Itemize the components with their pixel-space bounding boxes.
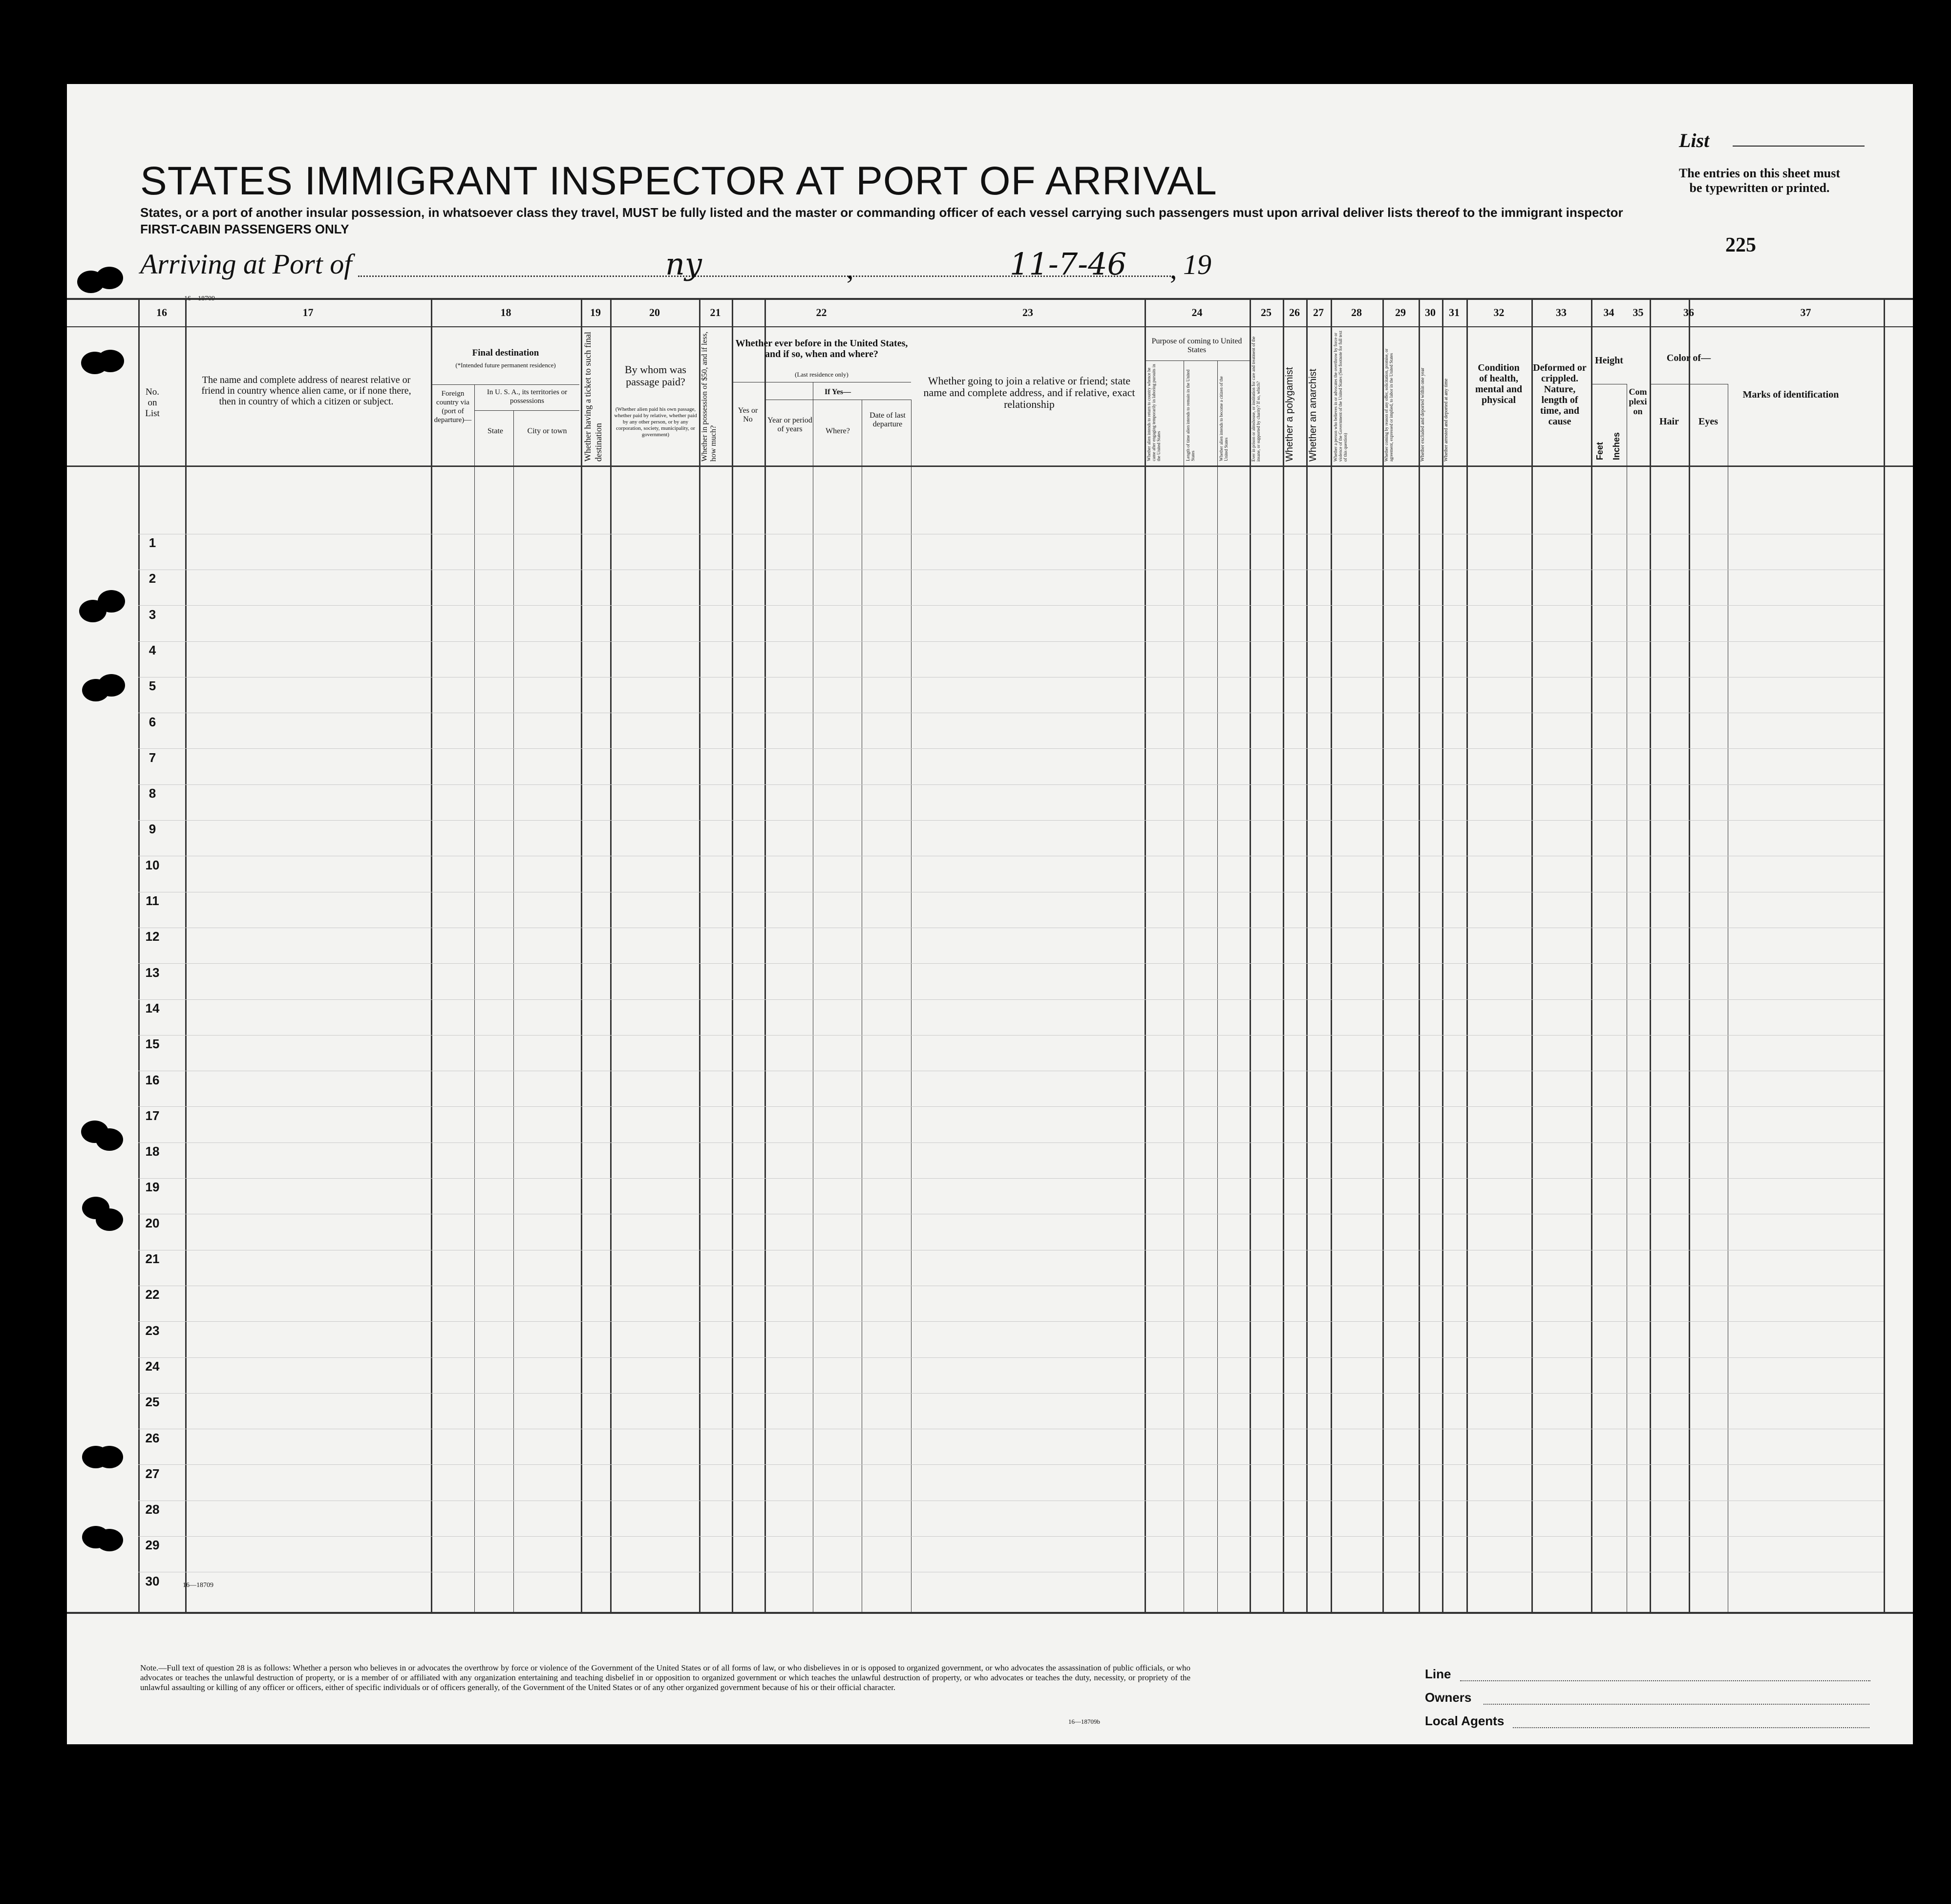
- header-anarchist: Whether an anarchist: [1308, 368, 1318, 462]
- subtitle-line-1: States, or a port of another insular possession, in whatsoever class they travel, MUST be fully listed and the master or commanding officer of each vessel carrying such passengers must upon arrival deliver lists thereof to the immigrant inspector: [140, 205, 1623, 220]
- column-rule: [1419, 298, 1420, 1613]
- row-number: 20: [145, 1216, 160, 1230]
- header-inches: Inches: [1612, 432, 1621, 460]
- column-number: 31: [1449, 306, 1460, 318]
- header-purpose-length: Length of time alien intends to remain in the United States: [1186, 369, 1195, 461]
- row-number: 11: [146, 893, 159, 908]
- punch-hole: [96, 1128, 123, 1151]
- row-number: 29: [145, 1538, 160, 1552]
- row-rule: [138, 1536, 1884, 1537]
- column-number: 28: [1351, 306, 1362, 318]
- header-marks: Marks of identification: [1742, 389, 1839, 400]
- header-yes-or-no: Yes or No: [738, 406, 758, 423]
- column-rule: [699, 298, 700, 1613]
- row-number: 16: [145, 1073, 160, 1087]
- column-rule: [138, 298, 140, 1613]
- row-rule: [138, 963, 1884, 964]
- header-health: Condition of health, mental and physical: [1475, 362, 1523, 405]
- column-rule: [1331, 298, 1332, 1613]
- column-rule: [1145, 298, 1146, 1613]
- header-eyes: Eyes: [1698, 416, 1718, 427]
- table-top-rule: [67, 298, 1913, 300]
- column-rule: [1531, 298, 1533, 1613]
- row-number: 30: [145, 1574, 160, 1588]
- column-number: 34: [1603, 306, 1614, 318]
- row-number: 21: [145, 1251, 160, 1266]
- header-year-or-period: Year or period of years: [767, 416, 812, 433]
- header-color-of: Color of—: [1666, 353, 1711, 363]
- punch-hole: [96, 267, 123, 289]
- header-complexion: Complexion: [1629, 387, 1647, 416]
- comma-separator: ,: [1170, 253, 1177, 285]
- punch-hole: [97, 350, 124, 372]
- header-passage-paid: By whom was passage paid?: [625, 363, 686, 388]
- header-overthrow: Whether a person who believes in or advocates the overthrow by force or violence of the Government of the United States (See footnote for full text of this question): [1333, 331, 1348, 462]
- list-number-line: [1733, 146, 1865, 147]
- header-ticket: Whether having a ticket to such final destination: [583, 332, 603, 462]
- column-number: 25: [1261, 306, 1272, 318]
- punch-hole: [96, 1529, 123, 1551]
- column-number: 32: [1493, 306, 1505, 318]
- arriving-label: Arriving at Port of: [140, 248, 352, 280]
- header-prison: Ever in prison or almshouse, or institution for care and treatment of the insane, or supported by charity? If so, which?: [1251, 336, 1261, 462]
- local-agents-label: Local Agents: [1425, 1714, 1505, 1728]
- column-rule: [1306, 298, 1308, 1613]
- instruction-line-1: The entries on this sheet must: [1678, 166, 1841, 180]
- row-rule: [138, 1035, 1884, 1036]
- column-rule: [732, 298, 733, 1613]
- row-rule: [138, 1142, 1884, 1143]
- header-purpose-citizen: Whether alien intends to become a citizen of the United States: [1219, 376, 1229, 461]
- column-rule: [1442, 298, 1443, 1613]
- column-number: 35: [1633, 306, 1644, 318]
- date-handwritten: 11-7-46: [1010, 246, 1127, 282]
- local-agents-field: [1513, 1727, 1869, 1728]
- c18-sub-rule: [431, 384, 579, 385]
- footnote-q28: Note.—Full text of question 28 is as follows: Whether a person who believes in or advocates the overthrow by force or violence of the Government of the United States or of all forms of law, or who disbelieves in or is opposed to organized government, or who advocates the assassination of public officials, or who advocates or teaches the unlawful destruction of property, or is a member of or affiliated with any organization entertaining and teaching disbelief in or opposition to organized government or which teaches the unlawful destruction of property, or who advocates or teaches the duty, necessity, or propriety of the unlawful assaulting or killing of any officer or officers, either of specific individuals or of officers generally, of the Government of the United States or of any other organized government because of his or their official character.: [140, 1663, 1190, 1692]
- line-label: Line: [1425, 1667, 1451, 1681]
- header-if-yes: If Yes—: [824, 388, 851, 396]
- column-rule: [1382, 298, 1384, 1613]
- column-number: 36: [1683, 306, 1694, 318]
- header-final-destination: Final destination: [472, 348, 539, 358]
- header-passage-paid-note: (Whether alien paid his own passage, whether paid by relative, whether paid by any other person, or by any corporation, society, municipality, or government): [614, 406, 697, 438]
- column-number: 22: [816, 306, 827, 318]
- row-number: 7: [148, 750, 156, 765]
- row-number: 4: [148, 643, 156, 657]
- header-ever-before: Whether ever before in the United States, and if so, when and where?: [735, 338, 908, 360]
- header-ever-before-note: (Last residence only): [795, 371, 848, 378]
- header-polygamist: Whether a polygamist: [1284, 367, 1295, 462]
- header-excluded: Whether excluded and deported within one year: [1420, 367, 1425, 462]
- column-rule: [1283, 298, 1284, 1613]
- c24-sub-rule: [1145, 360, 1250, 361]
- column-rule: [1591, 298, 1592, 1613]
- header-no-on-list: No. on List: [145, 387, 160, 419]
- row-rule: [138, 1321, 1884, 1322]
- row-number: 24: [145, 1359, 160, 1374]
- row-number: 8: [148, 786, 156, 801]
- column-number: 24: [1191, 306, 1203, 318]
- column-rule: [431, 298, 432, 1613]
- header-date-last-departure: Date of last departure: [869, 411, 906, 428]
- row-rule: [138, 1178, 1884, 1179]
- header-bottom-rule: [67, 465, 1913, 467]
- row-number: 12: [145, 929, 160, 944]
- form-number-bottom: 16—18709: [183, 1582, 213, 1589]
- column-number: 19: [590, 306, 601, 318]
- column-rule: [1884, 298, 1885, 1613]
- instruction-text: [1650, 166, 1869, 195]
- row-number: 25: [145, 1395, 160, 1409]
- sheet-number: 225: [1725, 234, 1756, 256]
- header-purpose: Purpose of coming to United States: [1151, 337, 1242, 354]
- column-rule: [581, 298, 582, 1613]
- port-handwritten: ny: [665, 246, 702, 282]
- row-number: 18: [145, 1144, 160, 1159]
- line-field: [1460, 1680, 1870, 1681]
- header-fifty-dollars: Whether in possession of $50, and if less, how much?: [700, 331, 718, 462]
- column-number: 20: [649, 306, 660, 318]
- column-number: 18: [500, 306, 511, 318]
- column-rule: [1689, 298, 1690, 1613]
- header-hair: Hair: [1659, 416, 1679, 427]
- footnote-code: 16—18709b: [1068, 1718, 1100, 1725]
- manifest-sheet: [67, 84, 1913, 1744]
- row-number: 2: [148, 571, 156, 586]
- header-height: Height: [1595, 355, 1623, 366]
- row-rule: [138, 820, 1884, 821]
- column-number: 30: [1425, 306, 1436, 318]
- instruction-line-2: be typewritten or printed.: [1689, 181, 1830, 195]
- owners-label: Owners: [1425, 1690, 1472, 1705]
- column-number: 37: [1800, 306, 1811, 318]
- column-number: 26: [1289, 306, 1300, 318]
- header-join-relative: Whether going to join a relative or friend; state name and complete address, and if relative, exact relationship: [923, 375, 1135, 410]
- column-number: 17: [302, 306, 314, 318]
- punch-hole: [98, 590, 125, 613]
- header-purpose-return: Whether alien intends to return to country whence he came after engaging temporarily in laboring pursuits in the United States: [1146, 364, 1161, 461]
- page-title: STATES IMMIGRANT INSPECTOR AT PORT OF ARRIVAL: [140, 159, 1217, 203]
- colnum-rule: [67, 326, 1913, 327]
- row-number: 17: [145, 1108, 160, 1123]
- header-deformed: Deformed or crippled. Nature, length of time, and cause: [1533, 362, 1587, 427]
- column-rule: [764, 298, 766, 1613]
- column-rule: [185, 298, 187, 1613]
- row-number: 28: [145, 1502, 160, 1517]
- column-number: 21: [710, 306, 721, 318]
- column-rule: [610, 298, 612, 1613]
- column-rule: [1250, 298, 1251, 1613]
- column-number: 16: [156, 306, 167, 318]
- punch-hole: [96, 1208, 123, 1231]
- header-offer-labor: Whether coming by reason of any offer, solicitation, promise, or agreement, expressed or implied, to labor in the United States: [1384, 348, 1394, 462]
- row-rule: [138, 1357, 1884, 1358]
- header-arrested: Whether arrested and deported at any time: [1443, 379, 1449, 462]
- subtitle-line-2: FIRST-CABIN PASSENGERS ONLY: [140, 222, 349, 236]
- c18-usa-rule: [474, 410, 579, 411]
- header-nearest-relative: The name and complete address of nearest relative or friend in country whence alien came, or if none there, then in country of which a citizen or subject.: [201, 375, 411, 407]
- row-number: 6: [148, 715, 156, 729]
- row-rule: [138, 999, 1884, 1000]
- row-rule: [138, 1393, 1884, 1394]
- column-number: 33: [1556, 306, 1567, 318]
- row-number: 9: [148, 822, 156, 836]
- owners-field: [1484, 1704, 1869, 1705]
- column-rule: [513, 410, 514, 1613]
- row-rule: [138, 748, 1884, 749]
- row-rule: [138, 1106, 1884, 1107]
- year-prefix: 19: [1183, 249, 1211, 280]
- row-number: 19: [145, 1180, 160, 1194]
- header-city-or-town: City or town: [527, 427, 567, 435]
- column-rule: [911, 400, 912, 1613]
- column-number: 29: [1395, 306, 1406, 318]
- row-number: 26: [145, 1431, 160, 1445]
- table-bottom-rule: [67, 1612, 1913, 1614]
- header-feet: Feet: [1595, 442, 1605, 460]
- header-where: Where?: [826, 427, 850, 435]
- comma-separator: ,: [847, 253, 854, 285]
- row-rule: [138, 784, 1884, 785]
- row-number: 27: [145, 1466, 160, 1481]
- column-rule: [1466, 298, 1468, 1613]
- column-number: 23: [1022, 306, 1033, 318]
- column-number: 27: [1313, 306, 1324, 318]
- row-rule: [138, 1464, 1884, 1465]
- header-final-destination-note: (*Intended future permanent residence): [455, 361, 556, 369]
- header-foreign-country: Foreign country via (port of departure)—: [434, 390, 472, 424]
- punch-hole: [96, 1446, 123, 1468]
- row-rule: [138, 641, 1884, 642]
- row-number: 13: [145, 965, 160, 980]
- row-number: 23: [145, 1323, 160, 1338]
- row-number: 10: [145, 858, 160, 872]
- row-number: 14: [145, 1001, 160, 1015]
- row-number: 15: [145, 1037, 160, 1051]
- row-number: 3: [148, 607, 156, 622]
- row-rule: [138, 605, 1884, 606]
- row-number: 1: [148, 535, 156, 550]
- row-number: 5: [148, 678, 156, 693]
- header-in-usa: In U. S. A., its territories or possessions: [487, 388, 568, 405]
- header-state: State: [488, 427, 503, 435]
- column-rule: [1217, 360, 1218, 1613]
- column-rule: [1650, 298, 1651, 1613]
- row-number: 22: [145, 1287, 160, 1302]
- punch-hole: [98, 674, 125, 697]
- list-label: List: [1679, 129, 1710, 151]
